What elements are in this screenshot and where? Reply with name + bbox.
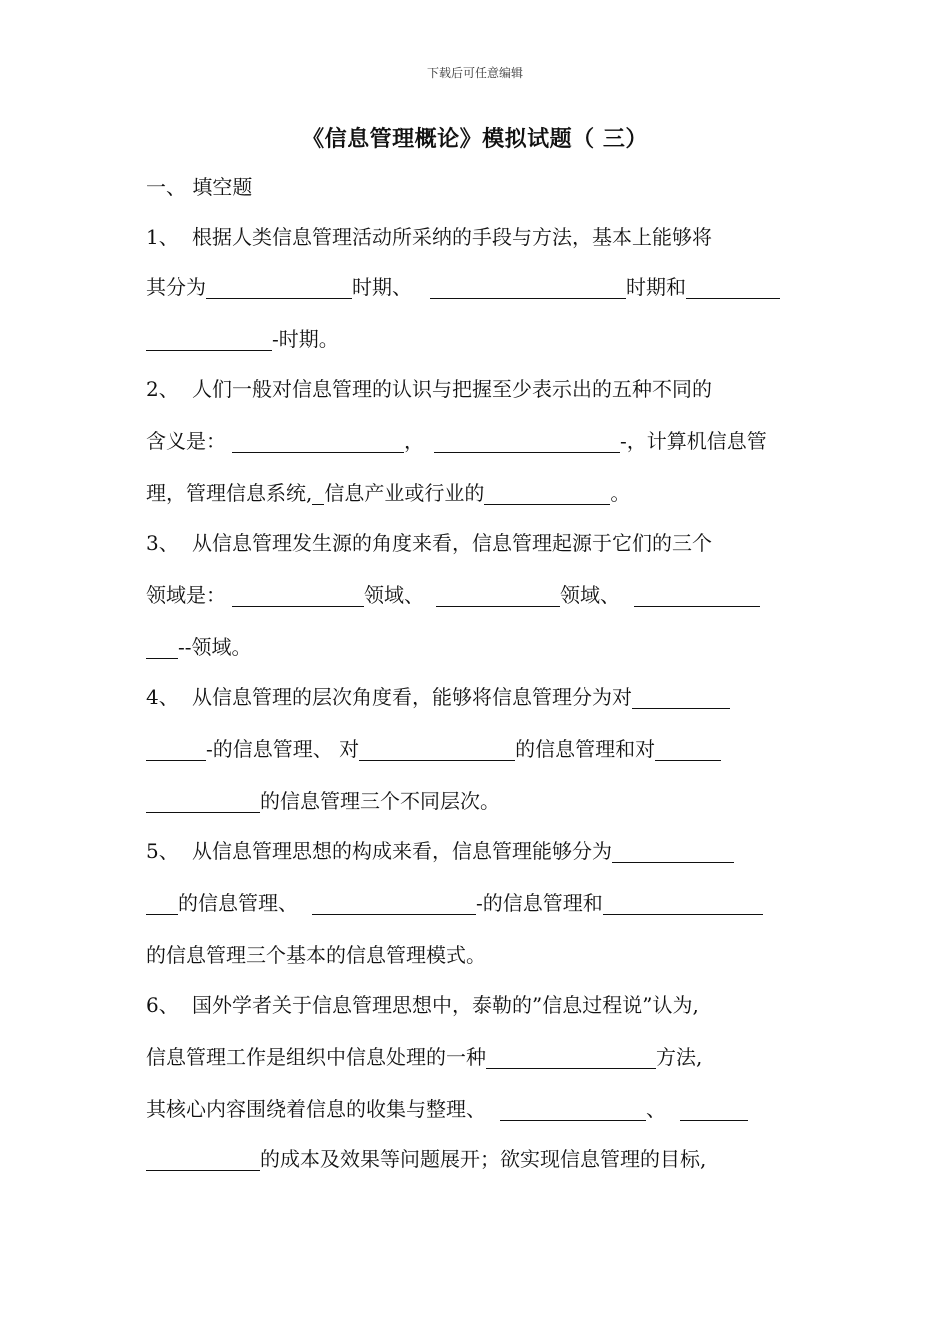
question-text: 领域、 <box>560 583 620 607</box>
answer-blank[interactable] <box>146 328 272 351</box>
question-text: 其分为 <box>146 275 206 299</box>
answer-blank[interactable] <box>146 636 178 659</box>
question-number: 1、 <box>146 225 179 249</box>
question-text: 。 <box>610 481 631 505</box>
question-text: -时期。 <box>272 327 339 351</box>
document-title: 《信息管理概论》模拟试题（ 三） <box>302 126 648 152</box>
question-text: 的信息管理和对 <box>515 737 656 761</box>
question-text: -的信息管理和 <box>476 891 603 915</box>
question-6-line-3 <box>146 1094 806 1124</box>
answer-blank[interactable] <box>232 430 404 453</box>
answer-blank[interactable] <box>655 738 721 761</box>
question-text: --领域。 <box>178 635 252 659</box>
question-6-line-2 <box>146 1042 806 1072</box>
question-1-line-2 <box>146 272 806 302</box>
answer-blank[interactable] <box>206 276 352 299</box>
question-text: 理，管理信息系统, <box>146 481 313 505</box>
question-text: 人们一般对信息管理的认识与把握至少表示出的五种不同的 <box>192 377 712 401</box>
question-1-line-1 <box>146 222 806 252</box>
question-4-line-2 <box>146 734 806 764</box>
question-3-line-3 <box>146 632 806 662</box>
question-text: 从信息管理的层次角度看，能够将信息管理分为对 <box>192 685 632 709</box>
answer-blank[interactable] <box>484 482 610 505</box>
question-text: 的成本及效果等问题展开；欲实现信息管理的目标, <box>260 1147 707 1171</box>
question-text: 的信息管理三个不同层次。 <box>260 789 500 813</box>
answer-blank[interactable] <box>146 790 260 813</box>
question-3-line-2 <box>146 580 806 610</box>
answer-blank[interactable] <box>486 1046 656 1069</box>
question-4-line-1 <box>146 682 806 712</box>
question-1-line-3 <box>146 324 806 354</box>
answer-blank[interactable] <box>430 276 626 299</box>
answer-blank[interactable] <box>232 584 364 607</box>
answer-blank[interactable] <box>434 430 620 453</box>
answer-blank[interactable] <box>612 840 734 863</box>
question-text: 的信息管理、 <box>178 891 298 915</box>
answer-blank[interactable] <box>632 686 730 709</box>
question-text: 、 <box>646 1097 666 1121</box>
question-2-line-3 <box>146 478 806 508</box>
question-text: 根据人类信息管理活动所采纳的手段与方法，基本上能够将 <box>192 225 712 249</box>
question-text: 从信息管理思想的构成来看，信息管理能够分为 <box>192 839 612 863</box>
answer-blank[interactable] <box>634 584 760 607</box>
question-2-line-2 <box>146 426 806 456</box>
question-text: 的信息管理三个基本的信息管理模式。 <box>146 943 486 967</box>
question-text: 方法, <box>656 1045 703 1069</box>
question-number: 2、 <box>146 377 179 401</box>
question-text: 从信息管理发生源的角度来看，信息管理起源于它们的三个 <box>192 531 712 555</box>
question-text: 含义是： <box>146 429 226 453</box>
answer-blank[interactable] <box>312 892 476 915</box>
answer-blank[interactable] <box>686 276 780 299</box>
question-2-line-1 <box>146 374 806 404</box>
question-text: 其核心内容围绕着信息的收集与整理、 <box>146 1097 486 1121</box>
question-text: 国外学者关于信息管理思想中，泰勒的”信息过程说”认为, <box>192 993 699 1017</box>
question-5-line-2 <box>146 888 806 918</box>
answer-blank[interactable] <box>500 1098 646 1121</box>
question-text: 时期、 <box>352 275 412 299</box>
question-text: 信息产业或行业的 <box>324 481 485 505</box>
question-5-line-3 <box>146 940 806 970</box>
answer-blank[interactable] <box>312 482 324 505</box>
question-text: 领域、 <box>364 583 424 607</box>
answer-blank[interactable] <box>359 738 515 761</box>
question-text: -，计算机信息管 <box>620 429 767 453</box>
question-3-line-1 <box>146 528 806 558</box>
question-number: 3、 <box>146 531 179 555</box>
answer-blank[interactable] <box>146 892 178 915</box>
question-6-line-1 <box>146 990 806 1020</box>
answer-blank[interactable] <box>146 1148 260 1171</box>
question-text: ， <box>404 429 424 453</box>
question-text: 信息管理工作是组织中信息处理的一种 <box>146 1045 486 1069</box>
question-text: 领域是： <box>146 583 226 607</box>
question-number: 5、 <box>146 839 179 863</box>
question-number: 4、 <box>146 685 179 709</box>
question-text: 时期和 <box>626 275 686 299</box>
header-note: 下载后可任意编辑 <box>426 66 523 80</box>
question-text: -的信息管理、 对 <box>206 737 360 761</box>
answer-blank[interactable] <box>436 584 560 607</box>
question-number: 6、 <box>146 993 179 1017</box>
answer-blank[interactable] <box>603 892 763 915</box>
question-4-line-3 <box>146 786 806 816</box>
question-6-line-4 <box>146 1144 806 1174</box>
answer-blank[interactable] <box>680 1098 748 1121</box>
section-title: 一、 填空题 <box>146 175 253 199</box>
question-5-line-1 <box>146 836 806 866</box>
answer-blank[interactable] <box>146 738 206 761</box>
